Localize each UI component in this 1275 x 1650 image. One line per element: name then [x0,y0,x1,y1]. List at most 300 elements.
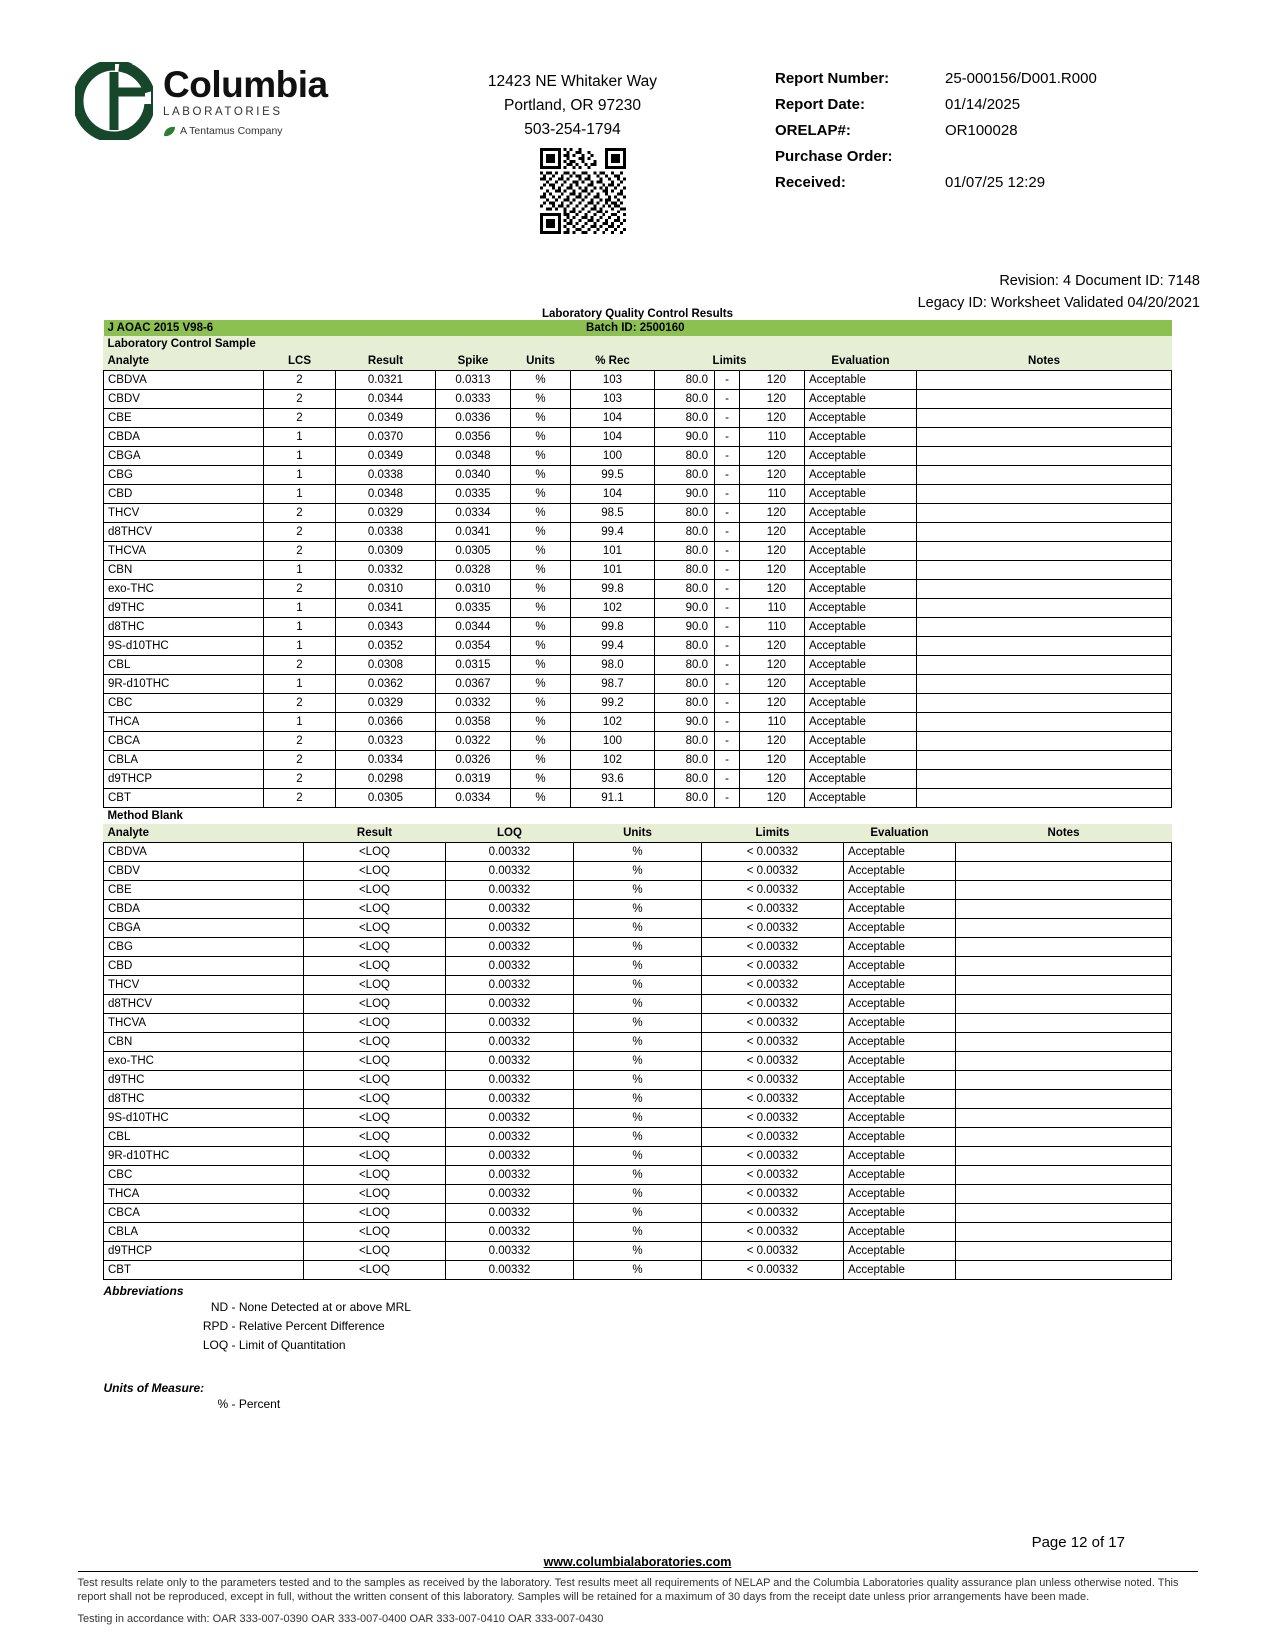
cell-spike: 0.0348 [435,447,510,466]
footer-divider [78,1571,1198,1572]
cell-analyte: 9R-d10THC [103,1147,303,1166]
cell-notes [916,770,1171,789]
cell-loq: 0.00332 [445,1014,573,1033]
lcs-section-header [103,336,1171,352]
cell-units: % [510,770,570,789]
cell-units: % [510,371,570,390]
abbreviations-title: Abbreviations [103,1284,184,1298]
cell-lcs: 1 [263,447,335,466]
cell-analyte: d9THCP [103,770,263,789]
cell-analyte: CBDA [103,428,263,447]
cell-limit-high: 120 [739,504,804,523]
cell-analyte: CBG [103,938,303,957]
cell-loq: 0.00332 [445,1223,573,1242]
table-row [103,523,1171,542]
cell-evaluation: Acceptable [804,713,916,732]
meta-row-orelap [775,122,1205,139]
cell-lcs: 2 [263,732,335,751]
cell-limit-dash: - [714,485,739,504]
cell-evaluation: Acceptable [804,485,916,504]
cell-limit-high: 120 [739,694,804,713]
cell-notes [955,1033,1171,1052]
cell-units: % [573,1052,701,1071]
mb-column-headers [103,824,1171,843]
cell-analyte: 9S-d10THC [103,1109,303,1128]
cell-units: % [510,732,570,751]
cell-lcs: 2 [263,789,335,808]
cell-limit-low: 80.0 [654,732,714,751]
table-row [103,1166,1171,1185]
cell-limits: < 0.00332 [701,1014,843,1033]
cell-notes [916,675,1171,694]
cell-evaluation: Acceptable [843,1033,955,1052]
cell-notes [916,542,1171,561]
cell-percent-rec: 100 [570,732,654,751]
cell-evaluation: Acceptable [804,561,916,580]
cell-limit-dash: - [714,409,739,428]
table-row [103,580,1171,599]
cell-evaluation: Acceptable [843,862,955,881]
cell-notes [955,1242,1171,1261]
table-row [103,995,1171,1014]
table-row [103,1071,1171,1090]
table-row [103,1147,1171,1166]
table-row [103,485,1171,504]
cell-spike: 0.0354 [435,637,510,656]
cell-result: <LOQ [303,1261,445,1280]
cell-limit-low: 80.0 [654,409,714,428]
cell-analyte: CBL [103,1128,303,1147]
cell-limit-low: 80.0 [654,390,714,409]
cell-evaluation: Acceptable [804,504,916,523]
cell-lcs: 1 [263,675,335,694]
cell-units: % [510,447,570,466]
cell-limit-low: 80.0 [654,637,714,656]
cell-lcs: 2 [263,390,335,409]
table-row [103,1090,1171,1109]
cell-evaluation: Acceptable [843,995,955,1014]
method-label: J AOAC 2015 V98-6 [107,322,214,334]
cell-result: <LOQ [303,843,445,862]
table-row [103,1109,1171,1128]
address-line2: Portland, OR 97230 [503,97,641,114]
cell-limit-high: 120 [739,447,804,466]
table-row [103,751,1171,770]
cell-limits: < 0.00332 [701,1109,843,1128]
cell-analyte: CBN [103,561,263,580]
cell-spike: 0.0322 [435,732,510,751]
col-result: Result [303,824,445,843]
cell-spike: 0.0334 [435,789,510,808]
cell-notes [916,466,1171,485]
cell-analyte: CBN [103,1033,303,1052]
report-footer [0,1534,1275,1626]
cell-limit-low: 80.0 [654,447,714,466]
cell-percent-rec: 99.4 [570,637,654,656]
cell-loq: 0.00332 [445,1033,573,1052]
logo-text [163,66,328,137]
cell-analyte: CBE [103,881,303,900]
cell-limit-low: 90.0 [654,428,714,447]
cell-spike: 0.0305 [435,542,510,561]
cell-result: <LOQ [303,957,445,976]
lab-address [440,70,705,142]
meta-row-report-date [775,96,1205,113]
cell-limit-dash: - [714,561,739,580]
cell-percent-rec: 100 [570,447,654,466]
cell-notes [916,485,1171,504]
table-row [103,1128,1171,1147]
cell-units: % [573,1223,701,1242]
cell-loq: 0.00332 [445,1052,573,1071]
cell-result: <LOQ [303,1033,445,1052]
cell-evaluation: Acceptable [843,1071,955,1090]
lcs-column-headers [103,352,1171,371]
cell-notes [955,1109,1171,1128]
cell-notes [955,1223,1171,1242]
cell-units: % [510,542,570,561]
cell-analyte: CBDVA [103,843,303,862]
cell-evaluation: Acceptable [843,1223,955,1242]
cell-limit-high: 120 [739,580,804,599]
cell-analyte: THCA [103,713,263,732]
cell-limit-low: 80.0 [654,504,714,523]
cell-notes [916,371,1171,390]
cell-limits: < 0.00332 [701,1052,843,1071]
cell-result: 0.0349 [335,409,435,428]
units-title: Units of Measure: [103,1381,205,1395]
unit-text: Percent [235,1397,281,1411]
cell-lcs: 1 [263,485,335,504]
cell-result: 0.0329 [335,504,435,523]
cell-limit-high: 120 [739,751,804,770]
cell-limit-high: 120 [739,637,804,656]
cell-limit-dash: - [714,504,739,523]
cell-percent-rec: 102 [570,599,654,618]
cell-units: % [573,1166,701,1185]
cell-lcs: 1 [263,599,335,618]
cell-limit-low: 80.0 [654,789,714,808]
col-limits: Limits [654,352,804,371]
cell-analyte: CBLA [103,751,263,770]
cell-loq: 0.00332 [445,1242,573,1261]
cell-evaluation: Acceptable [804,637,916,656]
cell-lcs: 1 [263,713,335,732]
cell-result: 0.0332 [335,561,435,580]
mb-table [103,808,1172,1280]
cell-units: % [510,751,570,770]
cell-limit-dash: - [714,371,739,390]
cell-result: 0.0308 [335,656,435,675]
cell-loq: 0.00332 [445,995,573,1014]
cell-percent-rec: 98.5 [570,504,654,523]
cell-spike: 0.0341 [435,523,510,542]
cell-units: % [510,390,570,409]
cell-loq: 0.00332 [445,938,573,957]
cell-result: <LOQ [303,1242,445,1261]
cell-analyte: d8THCV [103,523,263,542]
cell-evaluation: Acceptable [843,1128,955,1147]
cell-notes [955,1166,1171,1185]
table-row [103,694,1171,713]
cell-evaluation: Acceptable [843,843,955,862]
abbreviation-item [194,1298,1172,1317]
meta-label: Report Date: [775,96,866,113]
cell-spike: 0.0332 [435,694,510,713]
cell-spike: 0.0356 [435,428,510,447]
col-evaluation: Evaluation [843,824,955,843]
qc-band-table [104,320,1172,336]
cell-lcs: 2 [263,580,335,599]
cell-units: % [510,675,570,694]
table-row [103,371,1171,390]
cell-result: <LOQ [303,1090,445,1109]
lcs-section-label: Laboratory Control Sample [103,336,1171,352]
cell-units: % [573,1109,701,1128]
cell-loq: 0.00332 [445,1185,573,1204]
logo-company-sub: LABORATORIES [163,106,283,118]
cell-result: 0.0323 [335,732,435,751]
abbreviation-key: RPD - [202,1319,236,1333]
table-row [103,504,1171,523]
cell-limits: < 0.00332 [701,1071,843,1090]
col-spike: Spike [435,352,510,371]
cell-analyte: 9R-d10THC [103,675,263,694]
cell-evaluation: Acceptable [843,957,955,976]
cell-analyte: CBG [103,466,263,485]
cell-units: % [510,428,570,447]
abbreviation-text: Limit of Quantitation [235,1338,346,1352]
cell-analyte: d9THC [103,1071,303,1090]
cell-notes [955,957,1171,976]
cell-loq: 0.00332 [445,1261,573,1280]
cell-percent-rec: 98.7 [570,675,654,694]
cell-percent-rec: 101 [570,542,654,561]
table-row [103,428,1171,447]
cell-notes [955,1185,1171,1204]
cell-limit-low: 80.0 [654,466,714,485]
cell-limit-high: 120 [739,732,804,751]
cell-loq: 0.00332 [445,862,573,881]
cell-spike: 0.0333 [435,390,510,409]
meta-value: 25-000156/D001.R000 [945,70,1097,87]
cell-units: % [510,409,570,428]
cell-units: % [573,843,701,862]
cell-limit-dash: - [714,770,739,789]
cell-notes [916,618,1171,637]
col-notes: Notes [955,824,1171,843]
cell-result: 0.0298 [335,770,435,789]
cell-limit-dash: - [714,732,739,751]
cell-notes [955,1261,1171,1280]
cell-limits: < 0.00332 [701,957,843,976]
cell-evaluation: Acceptable [843,1261,955,1280]
meta-label: ORELAP#: [775,122,851,139]
meta-value [945,148,1205,165]
cell-notes [955,1147,1171,1166]
cell-limit-low: 80.0 [654,371,714,390]
cell-limit-high: 120 [739,466,804,485]
cell-limit-dash: - [714,637,739,656]
cell-result: 0.0334 [335,751,435,770]
cell-result: 0.0352 [335,637,435,656]
col-analyte: Analyte [103,824,303,843]
cell-limit-high: 110 [739,618,804,637]
cell-units: % [573,1185,701,1204]
cell-spike: 0.0310 [435,580,510,599]
cell-notes [955,1204,1171,1223]
cell-result: 0.0344 [335,390,435,409]
cell-result: <LOQ [303,1052,445,1071]
col-analyte: Analyte [103,352,263,371]
cell-notes [916,561,1171,580]
units-list [104,1395,1172,1414]
cell-result: 0.0329 [335,694,435,713]
cell-units: % [510,466,570,485]
cell-analyte: CBDVA [103,371,263,390]
cell-limit-low: 80.0 [654,656,714,675]
table-row [103,637,1171,656]
cell-result: <LOQ [303,1109,445,1128]
cell-evaluation: Acceptable [843,1185,955,1204]
cell-lcs: 2 [263,694,335,713]
cell-analyte: CBDV [103,390,263,409]
meta-row-report-number [775,70,1205,87]
table-row [103,656,1171,675]
table-row [103,770,1171,789]
cell-evaluation: Acceptable [804,770,916,789]
cell-units: % [510,580,570,599]
col-percent-rec: % Rec [570,352,654,371]
cell-notes [955,995,1171,1014]
cell-analyte: d8THC [103,618,263,637]
cell-result: <LOQ [303,976,445,995]
cell-result: 0.0338 [335,523,435,542]
cell-percent-rec: 99.2 [570,694,654,713]
abbreviation-key: ND - [210,1300,236,1314]
cell-limits: < 0.00332 [701,1166,843,1185]
cell-percent-rec: 104 [570,409,654,428]
cell-evaluation: Acceptable [843,1109,955,1128]
cell-percent-rec: 98.0 [570,656,654,675]
cell-notes [916,599,1171,618]
cell-result: 0.0310 [335,580,435,599]
cell-analyte: CBD [103,485,263,504]
cell-loq: 0.00332 [445,1071,573,1090]
table-row [103,976,1171,995]
cell-result: <LOQ [303,1147,445,1166]
cell-evaluation: Acceptable [804,599,916,618]
cell-evaluation: Acceptable [843,919,955,938]
table-row [103,542,1171,561]
cell-evaluation: Acceptable [804,656,916,675]
col-loq: LOQ [445,824,573,843]
report-header [0,0,1275,311]
cell-analyte: THCV [103,504,263,523]
cell-notes [955,976,1171,995]
meta-label: Received: [775,174,846,191]
table-row [103,919,1171,938]
table-row [103,390,1171,409]
cell-percent-rec: 99.5 [570,466,654,485]
leaf-icon [163,126,176,137]
cell-units: % [510,599,570,618]
cell-evaluation: Acceptable [804,409,916,428]
logo-tentamus-line [163,125,328,137]
cell-limit-dash: - [714,390,739,409]
cell-result: <LOQ [303,1014,445,1033]
cell-limit-low: 80.0 [654,770,714,789]
cell-units: % [510,485,570,504]
cell-lcs: 2 [263,656,335,675]
cell-limits: < 0.00332 [701,843,843,862]
col-result: Result [335,352,435,371]
cell-limit-high: 110 [739,428,804,447]
cell-notes [916,390,1171,409]
cell-analyte: CBGA [103,447,263,466]
abbreviation-text: Relative Percent Difference [235,1319,385,1333]
cell-limit-low: 90.0 [654,599,714,618]
website-link[interactable]: www.columbialaboratories.com [543,1555,732,1569]
cell-notes [916,580,1171,599]
cell-analyte: THCVA [103,542,263,561]
abbreviation-key: LOQ - [202,1338,236,1352]
cell-evaluation: Acceptable [843,881,955,900]
cell-percent-rec: 99.8 [570,580,654,599]
cell-percent-rec: 99.8 [570,618,654,637]
cell-lcs: 2 [263,542,335,561]
cell-limit-dash: - [714,751,739,770]
cell-result: <LOQ [303,862,445,881]
cell-analyte: THCV [103,976,303,995]
cell-notes [916,694,1171,713]
cell-limit-high: 120 [739,656,804,675]
cell-lcs: 1 [263,561,335,580]
cell-notes [916,447,1171,466]
cell-limit-high: 120 [739,409,804,428]
qc-section-title: Laboratory Quality Control Results [541,308,734,320]
col-evaluation: Evaluation [804,352,916,371]
cell-units: % [573,900,701,919]
cell-result: <LOQ [303,1185,445,1204]
table-row [103,732,1171,751]
cell-limit-high: 120 [739,523,804,542]
cell-analyte: d8THCV [103,995,303,1014]
address-phone: 503-254-1794 [524,121,621,138]
cell-evaluation: Acceptable [804,751,916,770]
cell-loq: 0.00332 [445,900,573,919]
abbreviation-item [194,1317,1172,1336]
cell-lcs: 2 [263,523,335,542]
cell-evaluation: Acceptable [804,789,916,808]
cell-limit-dash: - [714,656,739,675]
cell-units: % [573,1071,701,1090]
cell-lcs: 2 [263,504,335,523]
cell-limit-dash: - [714,618,739,637]
cell-evaluation: Acceptable [843,1242,955,1261]
table-row [103,1052,1171,1071]
page-number: Page 12 of 17 [1031,1534,1125,1551]
cell-limits: < 0.00332 [701,900,843,919]
cell-limits: < 0.00332 [701,995,843,1014]
cell-analyte: exo-THC [103,1052,303,1071]
cell-percent-rec: 93.6 [570,770,654,789]
cell-limit-high: 120 [739,542,804,561]
cell-notes [955,881,1171,900]
cell-notes [916,523,1171,542]
cell-limits: < 0.00332 [701,1128,843,1147]
cell-analyte: 9S-d10THC [103,637,263,656]
